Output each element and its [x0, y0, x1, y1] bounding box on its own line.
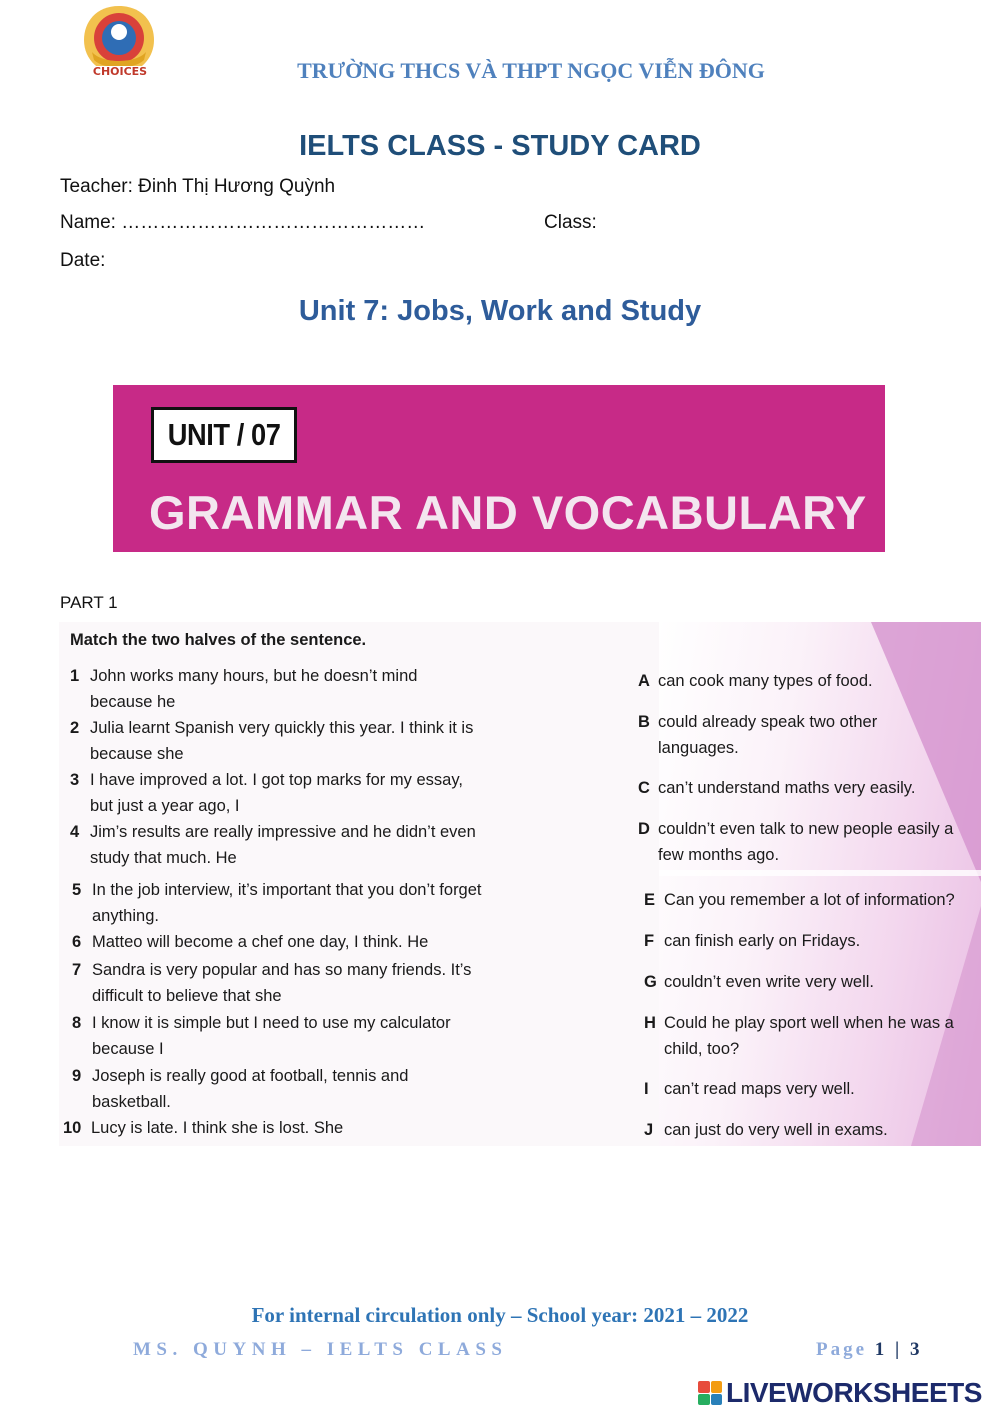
- answer-letter: F: [644, 932, 655, 950]
- teacher-line: Teacher: Đinh Thị Hương Quỳnh: [60, 176, 336, 197]
- class-field: Class:: [544, 212, 597, 233]
- answer-letter: I: [644, 1080, 649, 1098]
- panel-seam: [659, 870, 981, 876]
- answer-item: [644, 1011, 974, 1062]
- answer-letter: A: [638, 672, 650, 690]
- liveworksheets-icon: [698, 1381, 722, 1405]
- question-text: John works many hours, but he doesn’t mind because he: [90, 667, 418, 711]
- liveworksheets-brand: LIVEWORKSHEETS: [726, 1377, 982, 1408]
- unit-label-box: [151, 407, 297, 463]
- answer-text: can finish early on Fridays.: [664, 932, 861, 950]
- answer-text: couldn’t even write very well.: [664, 973, 875, 991]
- question-item: [72, 930, 502, 956]
- unit-label: UNIT / 07: [167, 417, 281, 452]
- question-text: Jim’s results are really impressive and he didn’t even study that much. He: [90, 823, 476, 867]
- answer-item: [638, 817, 978, 868]
- question-number: 10: [63, 1119, 82, 1137]
- answer-item: [644, 1118, 974, 1144]
- question-text: Matteo will become a chef one day, I think. He: [92, 933, 429, 951]
- question-number: 5: [72, 881, 82, 899]
- question-item: [63, 1116, 503, 1142]
- answer-item: [638, 669, 968, 695]
- question-item: [70, 664, 470, 715]
- answer-letter: H: [644, 1014, 656, 1032]
- answer-letter: G: [644, 973, 657, 991]
- question-text: In the job interview, it’s important that you don’t forget anything.: [92, 881, 482, 925]
- answer-text: can just do very well in exams.: [664, 1121, 888, 1139]
- page-separator: |: [887, 1339, 910, 1360]
- exercise-instruction: Match the two halves of the sentence.: [70, 631, 367, 649]
- answer-text: can’t read maps very well.: [664, 1080, 855, 1098]
- answer-text: can cook many types of food.: [658, 672, 873, 690]
- answer-text: could already speak two other languages.: [658, 713, 878, 757]
- question-item: [72, 878, 502, 929]
- answer-item: [638, 776, 968, 802]
- answer-text: Could he play sport well when he was a child, too?: [664, 1014, 954, 1058]
- logo-text: CHOICES: [92, 65, 148, 78]
- answer-letter: B: [638, 713, 650, 731]
- unit-banner: [113, 385, 885, 552]
- question-text: Julia learnt Spanish very quickly this year. I think it is because she: [90, 719, 474, 763]
- card-title: IELTS CLASS - STUDY CARD: [299, 130, 701, 162]
- date-field: Date:: [60, 250, 106, 271]
- question-number: 3: [70, 771, 80, 789]
- question-number: 4: [70, 823, 80, 841]
- question-number: 2: [70, 719, 80, 737]
- page-indicator: [816, 1339, 922, 1361]
- question-text: Lucy is late. I think she is lost. She: [91, 1119, 344, 1137]
- question-item: [72, 1011, 502, 1062]
- answer-item: [638, 710, 928, 761]
- answer-letter: C: [638, 779, 650, 797]
- answer-text: Can you remember a lot of information?: [664, 891, 955, 909]
- question-text: I know it is simple but I need to use my calculator because I: [92, 1014, 451, 1058]
- answer-letter: E: [644, 891, 656, 909]
- question-item: [72, 958, 492, 1009]
- footer-class-label: MS. QUYNH – IELTS CLASS: [133, 1339, 508, 1360]
- answer-item: [644, 970, 974, 996]
- question-item: [70, 820, 490, 871]
- question-text: Joseph is really good at football, tennis and basketball.: [92, 1067, 409, 1111]
- name-field: Name: …………………………………………: [60, 212, 426, 233]
- answer-text: can’t understand maths very easily.: [658, 779, 916, 797]
- answer-item: [644, 888, 980, 914]
- answer-item: [644, 929, 974, 955]
- answer-text: couldn’t even talk to new people easily a few months ago.: [658, 820, 954, 864]
- question-text: I have improved a lot. I got top marks for my essay, but just a year ago, I: [90, 771, 463, 815]
- answer-item: [644, 1077, 974, 1103]
- question-text: Sandra is very popular and has so many friends. It’s difficult to believe that she: [92, 961, 472, 1005]
- answer-letter: J: [644, 1121, 654, 1139]
- question-number: 9: [72, 1067, 82, 1085]
- circulation-note: For internal circulation only – School year: 2021 – 2022: [251, 1303, 749, 1327]
- school-name: TRƯỜNG THCS VÀ THPT NGỌC VIỄN ĐÔNG: [297, 58, 765, 83]
- page-prefix: Page: [816, 1339, 875, 1360]
- liveworksheets-logo[interactable]: [698, 1378, 982, 1408]
- question-item: [70, 768, 470, 819]
- page-total: 3: [909, 1339, 923, 1360]
- question-number: 8: [72, 1014, 82, 1032]
- part-label: PART 1: [60, 593, 118, 612]
- banner-heading: GRAMMAR AND VOCABULARY: [149, 486, 867, 539]
- question-number: 6: [72, 933, 82, 951]
- unit-title: Unit 7: Jobs, Work and Study: [298, 295, 702, 327]
- question-number: 1: [70, 667, 80, 685]
- page-current: 1: [874, 1339, 888, 1360]
- matching-exercise: [59, 622, 981, 1146]
- question-item: [72, 1064, 452, 1115]
- question-item: [70, 716, 490, 767]
- question-number: 7: [72, 961, 82, 979]
- answer-letter: D: [638, 820, 650, 838]
